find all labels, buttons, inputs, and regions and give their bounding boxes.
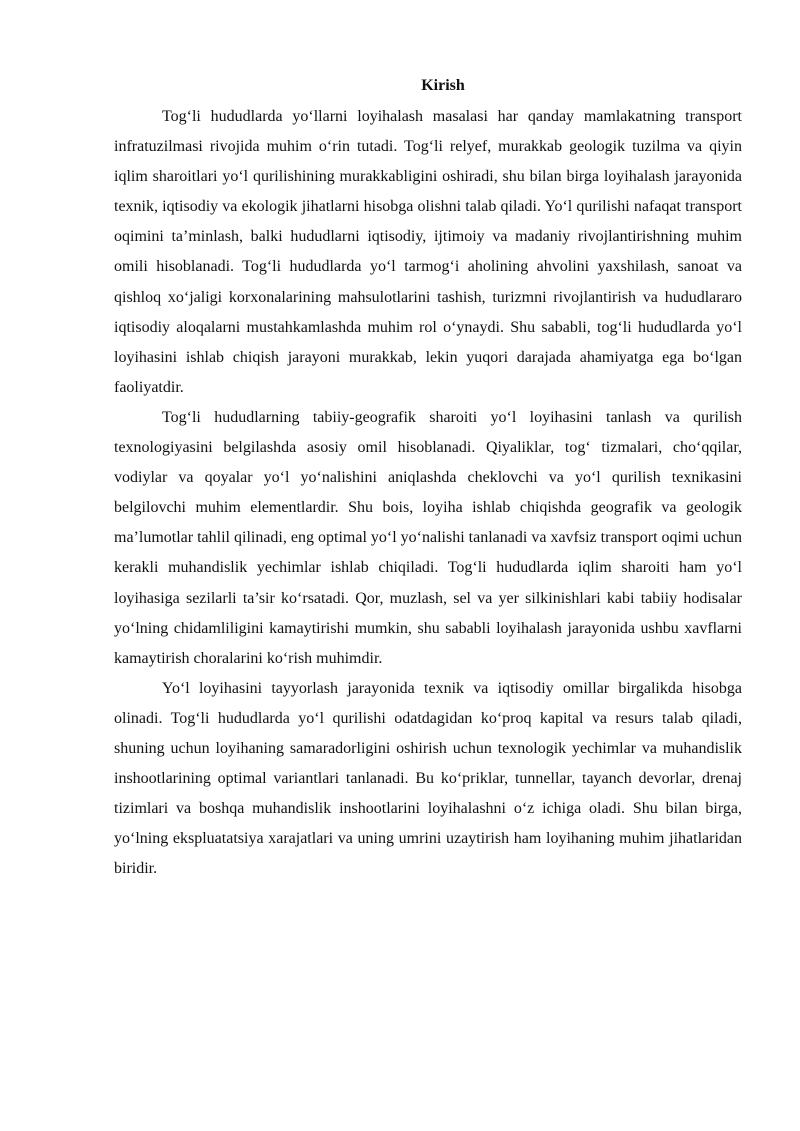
document-body (114, 70, 742, 884)
paragraph-1: Tog‘li hududlarda yo‘llarni loyihalash masalasi har qanday mamlakatning transport infratuzilmasi rivojida muhim o‘rin tutadi. Tog‘li relyef, murakkab geologik tuzilma va qiyin iqlim sharoitlari yo‘l qurilishining murakkabligini oshiradi, shu bilan birga loyihalash jarayonida texnik, iqtisodiy va ekologik jihatlarni hisobga olishni talab qiladi. Yo‘l qurilishi nafaqat transport oqimini ta’minlash, balki hududlarni iqtisodiy, ijtimoiy va madaniy rivojlantirishning muhim omili hisoblanadi. Tog‘li hududlarda yo‘l tarmog‘i aholining ahvolini yaxshilash, sanoat va qishloq xo‘jaligi korxonalarining mahsulotlarini tashish, turizmni rivojlantirish va hududlararo iqtisodiy aloqalarni mustahkamlashda muhim rol o‘ynaydi. Shu sababli, tog‘li hududlarda yo‘l loyihasini ishlab chiqish jarayoni murakkab, lekin yuqori darajada ahamiyatga ega bo‘lgan faoliyatdir. (114, 108, 742, 396)
paragraph-3: Yo‘l loyihasini tayyorlash jarayonida texnik va iqtisodiy omillar birgalikda hisobga olinadi. Tog‘li hududlarda yo‘l qurilishi odatdagidan ko‘proq kapital va resurs talab qiladi, shuning uchun loyihaning samaradorligini oshirish uchun texnologik yechimlar va muhandislik inshootlarining optimal variantlari tanlanadi. Bu ko‘priklar, tunnellar, tayanch devorlar, drenaj tizimlari va boshqa muhandislik inshootlarini loyihalashni o‘z ichiga oladi. Shu bilan birga, yo‘lning ekspluatatsiya xarajatlari va uning umrini uzaytirish ham loyihaning muhim jihatlaridan biridir. (114, 679, 742, 878)
paragraph-2: Tog‘li hududlarning tabiiy-geografik sharoiti yo‘l loyihasini tanlash va qurilish texnologiyasini belgilashda asosiy omil hisoblanadi. Qiyaliklar, tog‘ tizmalari, cho‘qqilar, vodiylar va qoyalar yo‘l yo‘nalishini aniqlashda cheklovchi va yo‘l qurilish texnikasini belgilovchi muhim elementlardir. Shu bois, loyiha ishlab chiqishda geografik va geologik ma’lumotlar tahlil qilinadi, eng optimal yo‘l yo‘nalishi tanlanadi va xavfsiz transport oqimi uchun kerakli muhandislik yechimlar ishlab chiqiladi. Tog‘li hududlarda iqlim sharoiti ham yo‘l loyihasiga sezilarli ta’sir ko‘rsatadi. Qor, muzlash, sel va yer silkinishlari kabi tabiiy hodisalar yo‘lning chidamliligini kamaytirishi mumkin, shu sababli loyihalash jarayonida ushbu xavflarni kamaytirish choralarini ko‘rish muhimdir. (114, 408, 742, 667)
section-title: Kirish (421, 77, 465, 94)
